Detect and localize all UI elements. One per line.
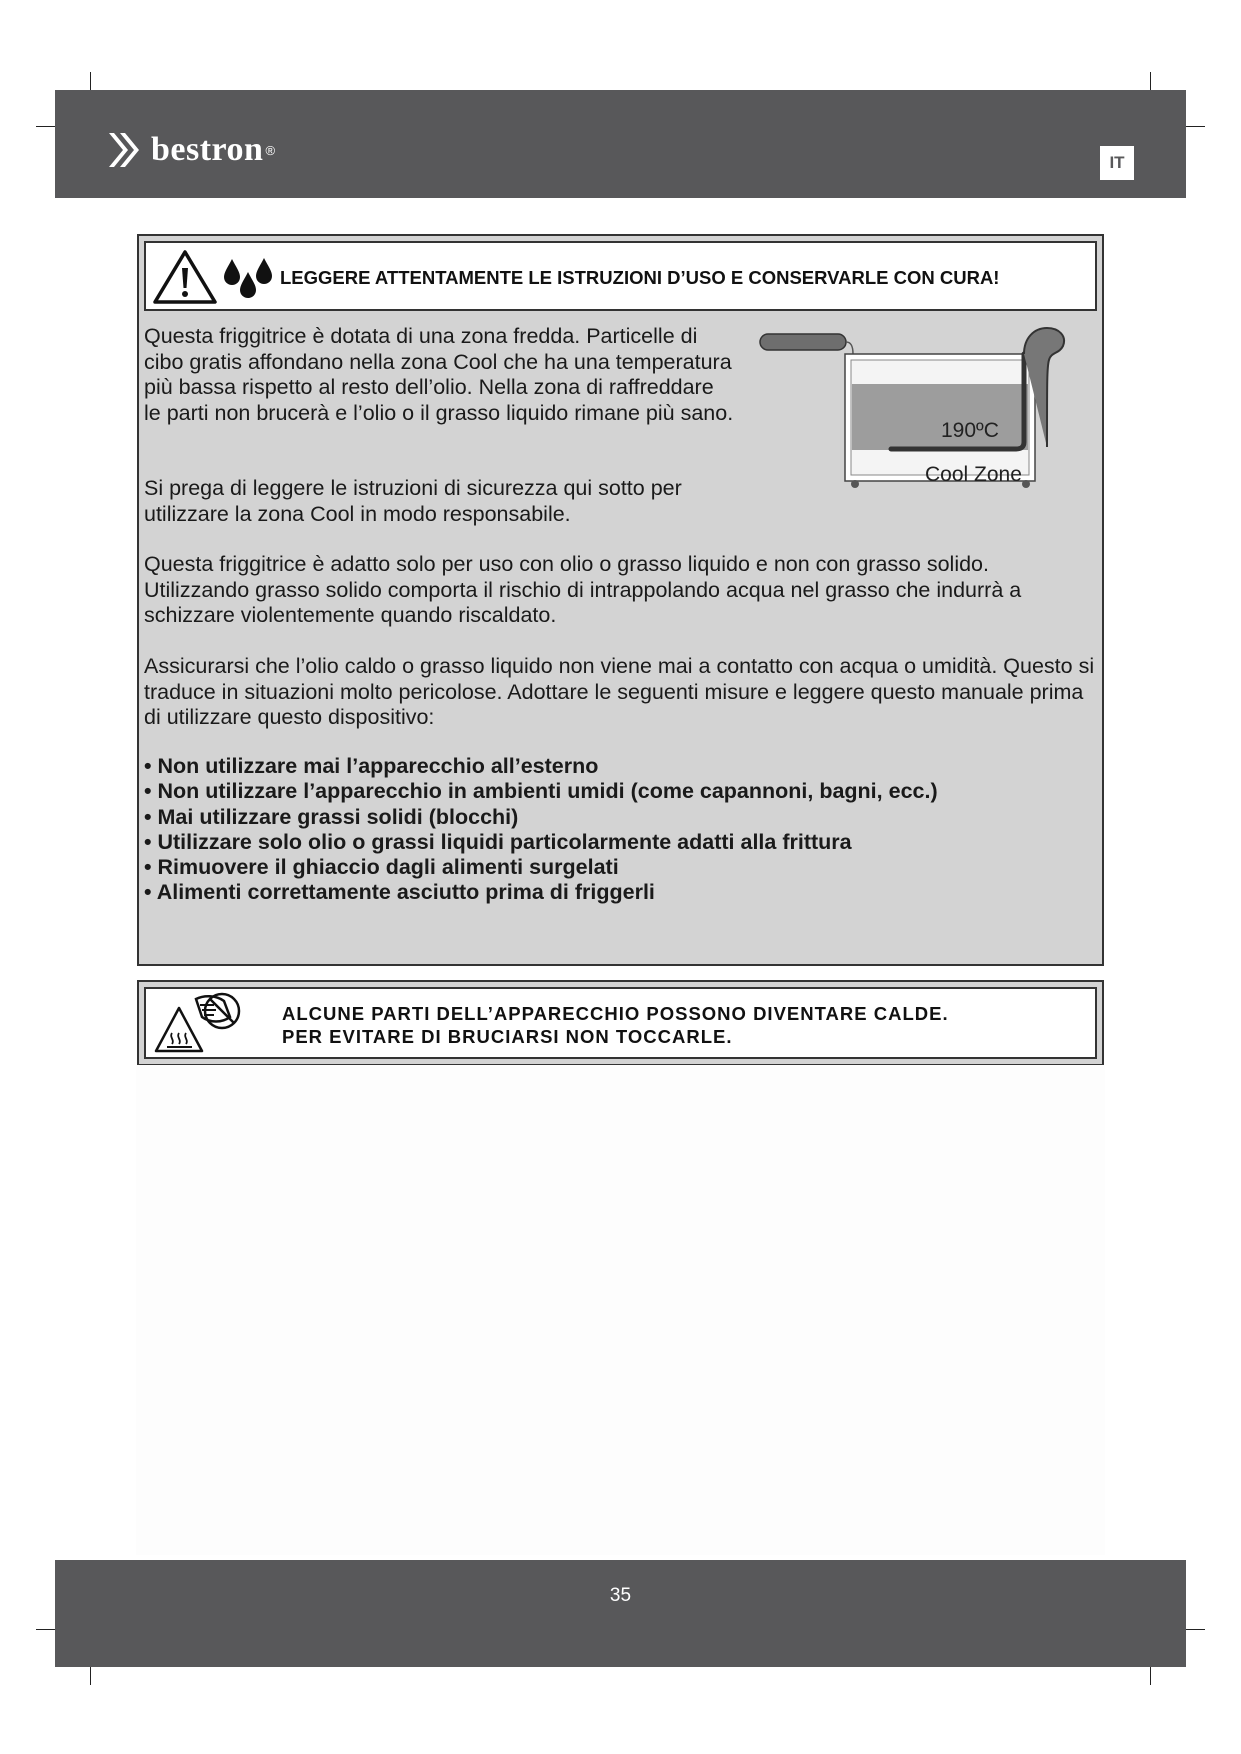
list-item: • Utilizzare solo olio o grassi liquidi particolarmente adatti alla frittura xyxy=(144,829,852,854)
registered-mark: ® xyxy=(265,142,276,158)
header-band xyxy=(55,90,1186,198)
intro-paragraph: Questa friggitrice è dotata di una zona fredda. Particelle di cibo gratis affondano nella zona Cool che ha una temperatura più bassa rispetto al resto dell’olio. Nella zona di raffreddare le parti non brucerà e l’olio o il grasso liquido rimane più sano. xyxy=(144,324,734,425)
oil-paragraph: Questa friggitrice è adatto solo per uso con olio o grasso liquido e non con grasso solido. Utilizzando grasso solido comporta il rischio di intrappolando acqua nel grasso che indurrà a schizzare violentemente quando riscaldato. xyxy=(144,552,1022,627)
list-item: • Mai utilizzare grassi solidi (blocchi) xyxy=(144,804,519,829)
contact-paragraph: Assicurarsi che l’olio caldo o grasso liquido non viene mai a contatto con acqua o umidità. Questo si traduce in situazioni molto pericolose. Adottare le seguenti misure e leggere questo manuale prima di utilizzare questo dispositivo: xyxy=(144,654,1095,729)
brand-name: bestron xyxy=(151,131,264,168)
brand-logo xyxy=(107,130,275,170)
cool-zone-paragraph: Si prega di leggere le istruzioni di sicurezza qui sotto per utilizzare la zona Cool in modo responsabile. xyxy=(144,476,682,526)
blank-area xyxy=(136,1065,1105,1555)
list-item: • Non utilizzare mai l’apparecchio all’esterno xyxy=(144,754,599,778)
warning-header xyxy=(144,241,1097,311)
temperature-label: 190ºC xyxy=(941,419,999,442)
warning-title: LEGGERE ATTENTAMENTE LE ISTRUZIONI D’USO E CONSERVARLE CON CURA! xyxy=(280,267,1000,288)
cool-zone-label: Cool Zone xyxy=(925,463,1022,486)
safety-list xyxy=(144,754,938,906)
hot-warning-line-1: ALCUNE PARTI DELL’APPARECCHIO POSSONO DIVENTARE CALDE. xyxy=(282,1003,949,1024)
chevron-logo-icon xyxy=(107,131,143,169)
list-item: • Non utilizzare l’apparecchio in ambienti umidi (come capannoni, bagni, ecc.) xyxy=(144,779,938,804)
footer-band xyxy=(55,1560,1186,1667)
page-number: 35 xyxy=(609,1585,632,1606)
hot-surface-warning xyxy=(144,987,1097,1059)
hot-warning-line-2: PER EVITARE DI BRUCIARSI NON TOCCARLE. xyxy=(282,1026,733,1047)
hot-surface-panel xyxy=(137,980,1104,1066)
list-item: • Alimenti correttamente asciutto prima di friggerli xyxy=(144,880,655,905)
list-item: • Rimuovere il ghiaccio dagli alimenti surgelati xyxy=(144,855,619,880)
safety-panel xyxy=(137,234,1104,966)
oil-drops-icon xyxy=(222,255,274,301)
warning-triangle-icon xyxy=(152,249,218,305)
fryer-diagram xyxy=(759,322,1099,512)
hot-surface-icon xyxy=(152,991,248,1057)
language-badge: IT xyxy=(1100,146,1134,180)
